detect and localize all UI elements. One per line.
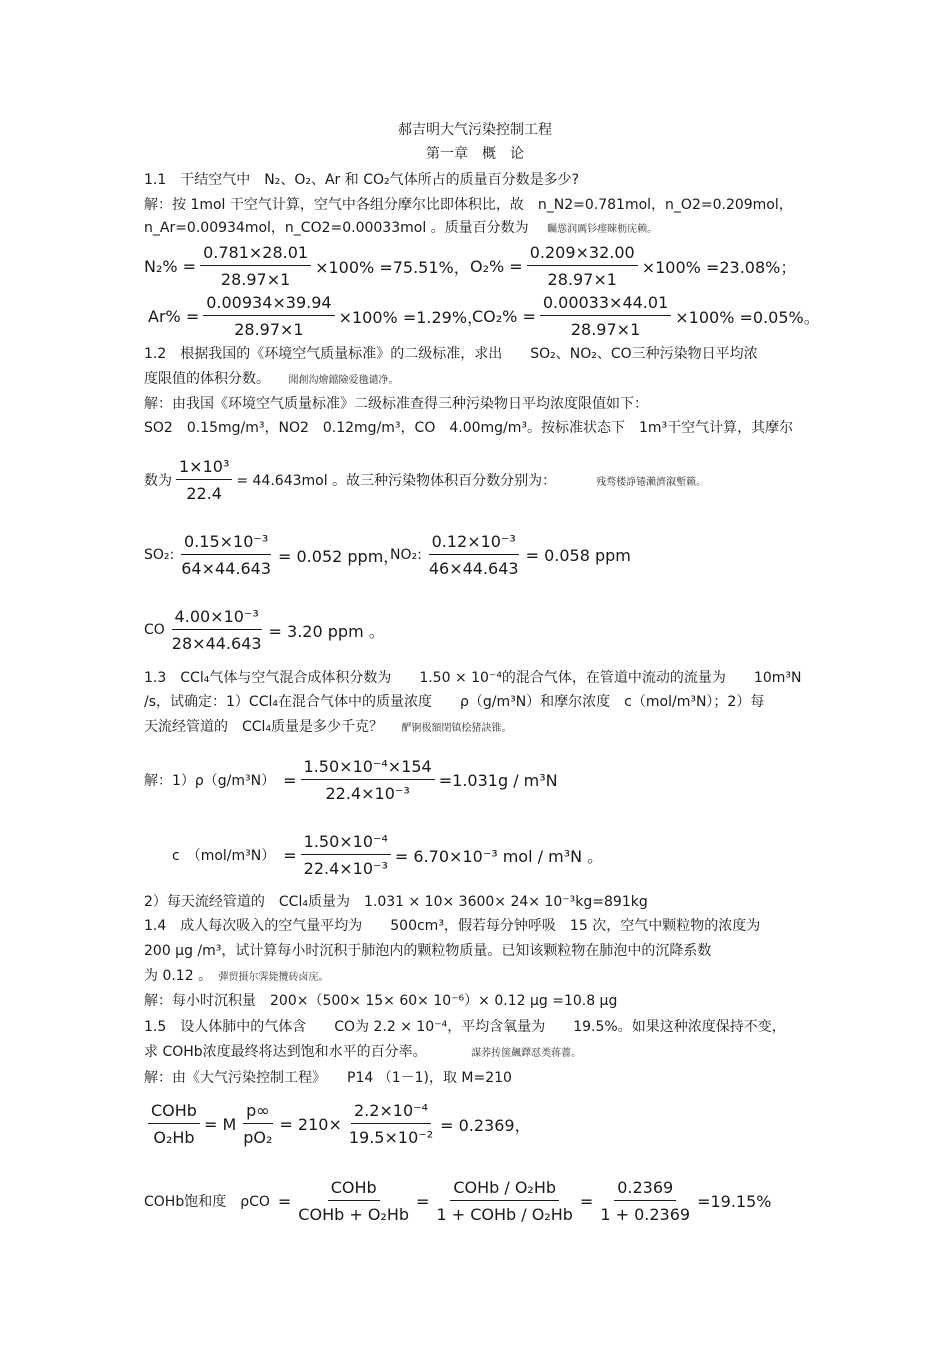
numerator: COHb bbox=[148, 1101, 200, 1124]
equation-o2 bbox=[470, 243, 796, 289]
numerator: 1×10³ bbox=[176, 457, 232, 480]
question-1-2-line2 bbox=[144, 370, 398, 390]
question-1-4-line3 bbox=[144, 967, 329, 987]
fraction bbox=[301, 757, 435, 803]
fraction bbox=[301, 832, 391, 878]
equation-so2 bbox=[144, 532, 399, 578]
question-1-5-line2 bbox=[144, 1043, 581, 1063]
equals-m: = M bbox=[203, 1114, 237, 1134]
mass-concentration-prefix: 解：1）ρ（g/m³N） bbox=[144, 773, 276, 789]
fraction bbox=[295, 1178, 412, 1224]
moles-result: = 44.643mol 。故三种污染物体积百分数分别为： bbox=[236, 473, 557, 489]
question-1-2-line1: 1.2 根据我国的《环境空气质量标准》的二级标准，求出 SO₂、NO₂、CO三种污染物日平均浓 bbox=[144, 346, 758, 362]
fraction bbox=[203, 293, 334, 339]
equation-no2 bbox=[390, 532, 631, 578]
denominator: pO₂ bbox=[243, 1128, 273, 1147]
solution-1-1-line2 bbox=[144, 219, 657, 239]
equation-cohb-saturation: COHb饱和度 ρCO = $\frac{\text{COHb}}{\text{COHb + O₂Hb}}$ = $\frac{\text{COHb / O₂Hb}}{\text{1 + COHb / O₂Hb}}$ = $\frac{0.2369}{1 + 0.2369}$ =19.15% bbox=[144, 1178, 772, 1224]
solution-1-1-text: n_Ar=0.00934mol，n_CO2=0.00033mol 。质量百分数为 bbox=[144, 220, 529, 236]
denominator: 19.5×10⁻² bbox=[348, 1128, 434, 1147]
numerator: 0.00033×44.01 bbox=[540, 293, 671, 316]
denominator: 22.4×10⁻³ bbox=[303, 859, 388, 878]
eq-co2-label: CO₂% = bbox=[472, 306, 536, 326]
question-1-3-text: 天流经管道的 CCl₄质量是多少千克？ bbox=[144, 719, 384, 735]
solution-1-1-line1: 解：按 1mol 干空气计算，空气中各组分摩尔比即体积比，故 n_N2=0.781mol，n_O2=0.209mol， bbox=[144, 197, 793, 213]
numerator: 1.50×10⁻⁴×154 bbox=[301, 757, 435, 780]
solution-1-4: 解：每小时沉积量 200×（500× 15× 60× 10⁻⁶）× 0.12 μg =10.8 μg bbox=[144, 993, 618, 1009]
numerator: 0.209×32.00 bbox=[527, 243, 638, 266]
question-1-5-line1: 1.5 设人体肺中的气体含 CO为 2.2 × 10⁻⁴，平均含氧量为 19.5%。如果这种浓度保持不变， bbox=[144, 1019, 786, 1035]
no2-result: = 0.058 ppm bbox=[525, 545, 631, 565]
denominator: 1 + COHb / O₂Hb bbox=[436, 1205, 573, 1224]
so2-result: = 0.052 ppm， bbox=[278, 546, 400, 566]
eq-o2-label: O₂% = bbox=[470, 256, 523, 276]
no2-label: NO₂: bbox=[390, 547, 422, 563]
question-1-4-line1: 1.4 成人每次吸入的空气量平均为 500cm³，假若每分钟呼吸 15 次，空气中颗粒物的浓度为 bbox=[144, 918, 761, 934]
denominator: 46×44.643 bbox=[428, 559, 519, 578]
solution-1-5: 解：由《大气污染控制工程》 P14 （1－1)，取 M=210 bbox=[144, 1070, 512, 1086]
equation-n2 bbox=[144, 243, 470, 289]
equation-co2 bbox=[472, 293, 820, 339]
eq-n2-result: ×100% =75.51%， bbox=[315, 257, 470, 277]
question-1-4-line2: 200 μg /m³，试计算每小时沉积于肺泡内的颗粒物质量。已知该颗粒物在肺泡中的沉降系数 bbox=[144, 943, 712, 959]
denominator: 28.97×1 bbox=[220, 270, 291, 289]
co-label: CO bbox=[144, 622, 165, 638]
equation-co bbox=[144, 607, 385, 653]
fraction bbox=[148, 1101, 200, 1147]
numerator: 0.15×10⁻³ bbox=[181, 532, 271, 555]
equation-ar bbox=[148, 293, 483, 339]
numerator: COHb bbox=[328, 1178, 380, 1201]
co-result: = 3.20 ppm 。 bbox=[268, 621, 385, 641]
solution-1-2-line1: 解：由我国《环境空气质量标准》二级标准查得三种污染物日平均浓度限值如下： bbox=[144, 396, 648, 412]
denominator: O₂Hb bbox=[153, 1128, 195, 1147]
mass-concentration-result: =1.031g / m³N bbox=[438, 770, 558, 790]
fraction bbox=[178, 532, 274, 578]
solution-1-2-line2: SO2 0.15mg/m³，NO2 0.12mg/m³，CO 4.00mg/m³。按标准状态下 1m³干空气计算，其摩尔 bbox=[144, 420, 794, 436]
equation-moles bbox=[144, 457, 706, 503]
ratio-result: = 0.2369， bbox=[440, 1115, 531, 1135]
molar-concentration-result: = 6.70×10⁻³ mol / m³N 。 bbox=[394, 846, 604, 866]
question-1-2-text: 度限值的体积分数。 bbox=[144, 371, 270, 387]
fraction bbox=[240, 1101, 275, 1147]
numerator: 0.12×10⁻³ bbox=[429, 532, 519, 555]
denominator: 1 + 0.2369 bbox=[600, 1205, 691, 1224]
fraction bbox=[540, 293, 671, 339]
molar-concentration-prefix: c （mol/m³N） bbox=[172, 848, 276, 864]
question-1-1: 1.1 干结空气中 N₂、O₂、Ar 和 CO₂气体所占的质量百分数是多少? bbox=[144, 172, 580, 188]
noise-text: 酽锕极額閉镇桧猪訣锥。 bbox=[401, 723, 512, 734]
eq-co2-result: ×100% =0.05%。 bbox=[675, 307, 820, 327]
solution-1-3-part2: 2）每天流经管道的 CCl₄质量为 1.031 × 10× 3600× 24× 10⁻³kg=891kg bbox=[144, 894, 648, 910]
numerator: 0.781×28.01 bbox=[200, 243, 311, 266]
question-1-3-line2: /s，试确定：1）CCl₄在混合气体中的质量浓度 ρ（g/m³N）和摩尔浓度 c（mol/m³N）；2）每 bbox=[144, 694, 765, 710]
eq-o2-result: ×100% =23.08%； bbox=[641, 257, 797, 277]
fraction bbox=[426, 532, 522, 578]
numerator: 4.00×10⁻³ bbox=[172, 607, 262, 630]
chapter-heading: 第一章 概 论 bbox=[426, 146, 524, 162]
question-1-4-text: 为 0.12 。 bbox=[144, 968, 213, 984]
denominator: COHb + O₂Hb bbox=[298, 1205, 410, 1224]
fraction bbox=[597, 1178, 693, 1224]
denominator: 64×44.643 bbox=[181, 559, 271, 578]
numerator: COHb / O₂Hb bbox=[450, 1178, 559, 1201]
document-title: 郝吉明大气污染控制工程 bbox=[398, 122, 552, 138]
noise-text: 謀荞抟箧飆鐸怼类蒋薔。 bbox=[471, 1048, 582, 1059]
moles-prefix: 数为 bbox=[144, 473, 172, 489]
fraction bbox=[169, 607, 265, 653]
question-1-5-text: 求 COHb浓度最终将达到饱和水平的百分率。 bbox=[144, 1044, 427, 1060]
fraction bbox=[527, 243, 638, 289]
numerator: 0.00934×39.94 bbox=[203, 293, 334, 316]
denominator: 28.97×1 bbox=[234, 320, 304, 339]
eq-ar-label: Ar% = bbox=[148, 306, 200, 326]
equation-molar-concentration: c （mol/m³N） = $\frac{\text{1.50×10⁻⁴}}{\text{22.4×10⁻³}}$ = 6.70×10⁻³ mol / m³N 。 bbox=[172, 832, 604, 878]
fraction bbox=[200, 243, 311, 289]
numerator: 0.2369 bbox=[614, 1178, 676, 1201]
numerator: 2.2×10⁻⁴ bbox=[351, 1101, 431, 1124]
denominator: 28×44.643 bbox=[171, 634, 262, 653]
noise-text: 聞創沟燴鐺險爱氇谴净。 bbox=[288, 375, 399, 386]
noise-text: 矚慫润厲钐瘗睞枥庑赖。 bbox=[547, 224, 658, 235]
fraction bbox=[433, 1178, 575, 1224]
question-1-3-line1: 1.3 CCl₄气体与空气混合成体积分数为 1.50 × 10⁻⁴的混合气体，在管道中流动的流量为 10m³N bbox=[144, 670, 802, 686]
denominator: 22.4×10⁻³ bbox=[325, 784, 410, 803]
fraction bbox=[176, 457, 232, 503]
denominator: 28.97×1 bbox=[547, 270, 617, 289]
equation-mass-concentration: 解：1）ρ（g/m³N） = $\frac{\text{1.50×10⁻⁴×154}}{\text{22.4×10⁻³}}$ =1.031g / m³N bbox=[144, 757, 558, 803]
eq-ar-result: ×100% =1.29%， bbox=[338, 307, 484, 327]
so2-label: SO₂: bbox=[144, 547, 175, 563]
noise-text: 残骛楼諍锩瀨濟溆塹籟。 bbox=[596, 476, 707, 488]
eq-n2-label: N₂% = bbox=[144, 256, 197, 276]
denominator: 28.97×1 bbox=[570, 320, 641, 339]
numerator: 1.50×10⁻⁴ bbox=[301, 832, 391, 855]
denominator: 22.4 bbox=[186, 484, 222, 503]
equation-cohb-ratio bbox=[144, 1101, 531, 1147]
equals-210: = 210× bbox=[279, 1114, 342, 1134]
noise-text: 彈贸摄尔霁毙攬砖卤庑。 bbox=[218, 972, 329, 983]
question-1-3-line3 bbox=[144, 718, 512, 738]
fraction bbox=[346, 1101, 436, 1147]
saturation-label: COHb饱和度 ρCO bbox=[144, 1194, 270, 1210]
numerator: p∞ bbox=[243, 1101, 272, 1124]
saturation-result: =19.15% bbox=[697, 1191, 772, 1211]
